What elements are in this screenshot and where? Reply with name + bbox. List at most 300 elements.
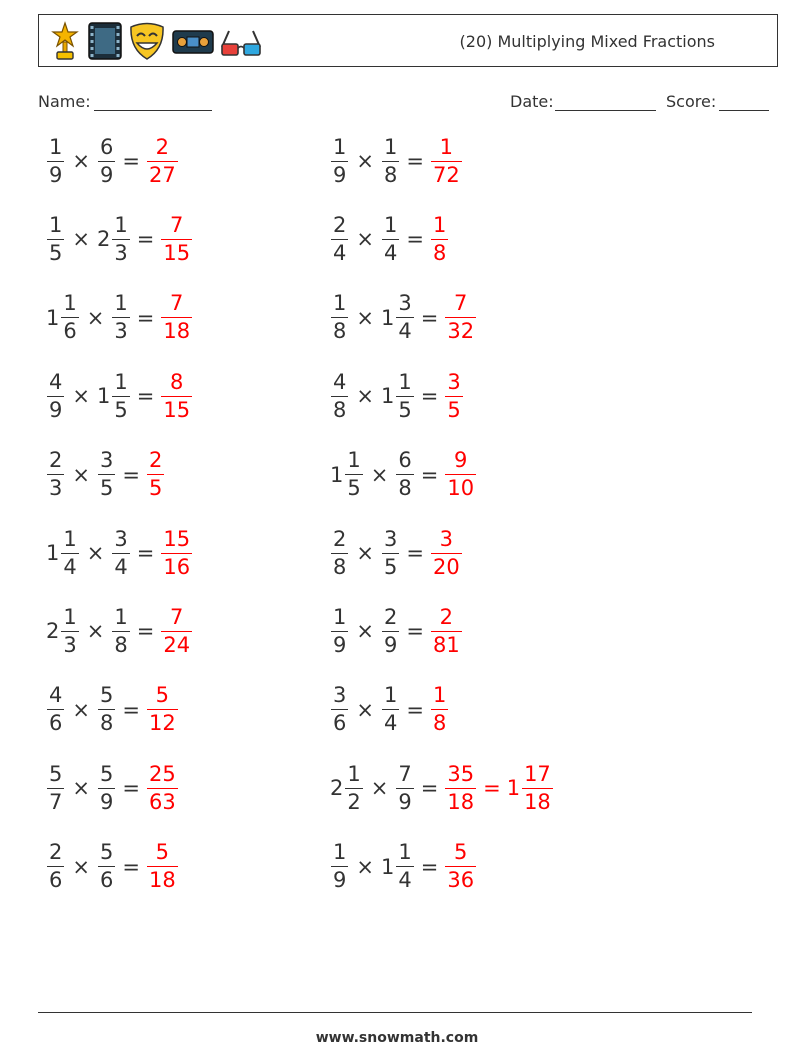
answer [160, 369, 193, 422]
answer-fraction [444, 761, 477, 814]
name-label: Name: [38, 92, 91, 111]
fraction [382, 212, 399, 265]
factor-a [46, 450, 65, 499]
equals-sign: = [406, 541, 424, 565]
times-sign: × [72, 227, 90, 252]
fraction [382, 604, 399, 657]
numerator: 2 [439, 604, 454, 629]
equals-sign: = [136, 305, 155, 330]
times-sign: × [72, 697, 90, 722]
numerator: 2 [49, 448, 63, 473]
denominator: 5 [383, 554, 398, 579]
fraction [445, 369, 462, 422]
factor-b [111, 293, 130, 342]
denominator: 5 [49, 240, 63, 265]
factor-a [330, 134, 349, 187]
whole-number: 1 [330, 462, 344, 487]
answer-fraction [430, 212, 449, 265]
problem-item [46, 758, 179, 818]
denominator: 6 [49, 711, 63, 736]
denominator: 16 [163, 554, 191, 579]
answer [444, 761, 553, 814]
numerator: 5 [99, 761, 114, 786]
whole-number: 1 [46, 541, 60, 565]
fraction [112, 293, 129, 342]
fraction [396, 761, 413, 814]
factor-b [97, 761, 116, 814]
fraction [61, 526, 78, 579]
problem-item [330, 366, 464, 426]
answer-fraction [146, 842, 179, 891]
factor-b [111, 604, 130, 657]
denominator: 4 [114, 554, 128, 579]
equals-sign: = [420, 462, 439, 487]
denominator: 9 [333, 632, 347, 657]
denominator: 18 [524, 789, 551, 814]
fraction [445, 842, 476, 891]
fraction [98, 685, 115, 734]
answer-fraction [160, 212, 193, 265]
factor-b [381, 604, 400, 657]
answer-fraction [430, 526, 463, 579]
denominator: 4 [383, 240, 398, 265]
denominator: 4 [398, 319, 412, 344]
whole-number: 2 [96, 227, 111, 252]
answer-fraction [160, 293, 193, 342]
fraction [112, 604, 129, 657]
factor-a [330, 369, 349, 422]
fraction [382, 526, 399, 579]
problem-item [46, 837, 179, 897]
numerator: 3 [99, 448, 114, 473]
whole-number: 1 [96, 384, 111, 409]
numerator: 3 [383, 526, 398, 551]
numerator: 7 [398, 761, 412, 786]
equals-sign: = [136, 619, 155, 644]
answer [160, 604, 193, 657]
problem-item [330, 209, 449, 269]
fraction [147, 761, 178, 814]
numerator: 1 [63, 526, 77, 551]
numerator: 2 [383, 604, 398, 629]
icon-strip [47, 21, 263, 61]
numerator: 1 [63, 291, 77, 316]
equals-sign: = [406, 227, 424, 252]
denominator: 8 [333, 319, 347, 344]
denominator: 9 [49, 162, 63, 187]
numerator: 2 [333, 526, 347, 551]
whole-number: 2 [330, 776, 344, 801]
numerator: 1 [333, 840, 347, 865]
denominator: 9 [49, 397, 63, 422]
times-sign: × [72, 462, 90, 487]
whole-number: 1 [506, 776, 521, 801]
fraction [431, 526, 462, 579]
numerator: 3 [398, 291, 412, 316]
denominator: 4 [333, 240, 347, 265]
numerator: 7 [170, 604, 184, 629]
whole-number: 1 [46, 305, 60, 330]
numerator: 5 [155, 840, 170, 865]
factor-b [97, 450, 116, 499]
fraction [331, 842, 348, 891]
denominator: 8 [333, 554, 347, 579]
numerator: 1 [398, 369, 412, 394]
whole-number: 1 [380, 305, 395, 330]
fraction [47, 450, 64, 499]
fraction [147, 842, 178, 891]
denominator: 3 [49, 476, 63, 501]
factor-b [111, 526, 130, 579]
answer [430, 526, 463, 579]
denominator: 20 [432, 554, 460, 579]
answer-fraction [444, 842, 477, 891]
factor-a [330, 761, 364, 814]
fraction [331, 604, 348, 657]
factor-a [46, 761, 65, 814]
denominator: 3 [63, 632, 77, 657]
answer-fraction [160, 369, 193, 422]
answer-fraction [160, 526, 193, 579]
factor-a [46, 134, 65, 187]
denominator: 10 [447, 476, 475, 501]
fraction [431, 685, 448, 734]
answer-fraction [444, 369, 463, 422]
date-label: Date: [510, 92, 554, 111]
fraction [382, 134, 399, 187]
denominator: 8 [432, 711, 447, 736]
fraction [161, 293, 192, 342]
numerator: 5 [99, 683, 114, 708]
factor-a [46, 842, 65, 891]
answer [430, 134, 463, 187]
numerator: 3 [439, 526, 454, 551]
denominator: 3 [114, 240, 128, 265]
problem-item [46, 445, 165, 505]
times-sign: × [72, 384, 90, 409]
problem-item [46, 288, 193, 348]
factor-a [330, 604, 349, 657]
denominator: 4 [63, 554, 77, 579]
times-sign: × [356, 227, 374, 252]
denominator: 72 [432, 162, 460, 187]
numerator: 1 [398, 840, 412, 865]
numerator: 4 [49, 683, 63, 708]
numerator: 1 [333, 134, 347, 159]
fraction [445, 761, 476, 814]
fraction [161, 212, 192, 265]
numerator: 17 [524, 761, 551, 786]
answer-fraction [430, 134, 463, 187]
times-sign: × [72, 776, 90, 801]
answer [160, 212, 193, 265]
whole-number: 2 [46, 619, 60, 644]
times-sign: × [370, 462, 389, 487]
denominator: 5 [148, 476, 163, 501]
numerator: 5 [155, 683, 170, 708]
fraction [112, 212, 129, 265]
fraction [331, 369, 348, 422]
numerator: 3 [114, 526, 128, 551]
factor-a [46, 685, 65, 734]
fraction [147, 134, 178, 187]
denominator: 5 [114, 397, 128, 422]
denominator: 6 [49, 868, 63, 893]
denominator: 8 [114, 632, 128, 657]
factor-b [381, 293, 415, 342]
answer [160, 293, 193, 342]
student-fields [38, 92, 770, 116]
problem-item [330, 131, 463, 191]
numerator: 7 [170, 291, 184, 316]
header-box [38, 14, 778, 67]
equals-sign: = [122, 697, 140, 722]
factor-a [330, 842, 349, 891]
times-sign: × [356, 149, 374, 173]
times-sign: × [356, 854, 374, 879]
numerator: 5 [49, 761, 63, 786]
denominator: 5 [99, 476, 114, 501]
fraction [98, 134, 115, 187]
answer-fraction [430, 604, 463, 657]
numerator: 5 [454, 840, 468, 865]
score-label: Score: [666, 92, 717, 111]
denominator: 9 [398, 789, 412, 814]
answer [160, 526, 193, 579]
times-sign: × [356, 541, 374, 565]
denominator: 5 [347, 476, 361, 501]
factor-a [330, 526, 349, 579]
problem-item [330, 523, 463, 583]
answer [146, 685, 179, 734]
equals-sign: = [122, 776, 140, 801]
denominator: 6 [63, 319, 77, 344]
numerator: 4 [333, 369, 347, 394]
3d-glasses-icon [219, 21, 263, 61]
numerator: 1 [114, 291, 128, 316]
numerator: 1 [333, 291, 347, 316]
problem-item [46, 209, 193, 269]
answer-fraction [146, 134, 179, 187]
denominator: 4 [383, 711, 398, 736]
denominator: 18 [163, 319, 191, 344]
fraction [112, 526, 129, 579]
numerator: 8 [170, 369, 184, 394]
denominator: 4 [398, 868, 412, 893]
numerator: 1 [333, 604, 347, 629]
answer [146, 134, 179, 187]
fraction [345, 761, 362, 814]
answer [430, 604, 463, 657]
factor-b [96, 212, 131, 265]
denominator: 6 [333, 711, 347, 736]
denominator: 5 [447, 397, 461, 422]
factor-b [97, 842, 116, 891]
footer-site: www.snowmath.com [315, 1030, 479, 1046]
date-field[interactable] [555, 110, 656, 111]
fraction [47, 685, 64, 734]
answer-fraction [444, 450, 477, 499]
denominator: 9 [383, 632, 398, 657]
numerator: 5 [99, 840, 114, 865]
denominator: 18 [447, 789, 475, 814]
answer-fraction [146, 761, 179, 814]
numerator: 4 [49, 369, 63, 394]
numerator: 3 [333, 683, 347, 708]
problem-item [46, 601, 193, 661]
numerator: 1 [347, 761, 361, 786]
equals-sign: = [136, 384, 155, 409]
denominator: 8 [432, 240, 447, 265]
answer [430, 212, 449, 265]
fraction [47, 369, 64, 422]
answer-fraction [430, 685, 449, 734]
denominator: 27 [148, 162, 176, 187]
fraction [98, 761, 115, 814]
equals-sign: = [406, 149, 424, 173]
denominator: 15 [163, 397, 191, 422]
fraction [98, 842, 115, 891]
fraction [396, 293, 413, 342]
answer [146, 761, 179, 814]
denominator: 8 [99, 711, 114, 736]
numerator: 7 [454, 291, 468, 316]
factor-b [381, 842, 415, 891]
denominator: 18 [148, 868, 176, 893]
problem-item [330, 288, 477, 348]
numerator: 2 [333, 212, 347, 237]
answer [444, 293, 477, 342]
denominator: 2 [347, 789, 361, 814]
fraction [331, 526, 348, 579]
denominator: 9 [99, 789, 114, 814]
fraction [522, 761, 553, 814]
fraction [331, 685, 348, 734]
factor-a [330, 212, 349, 265]
factor-a [46, 212, 65, 265]
fraction [47, 212, 64, 265]
answer-fraction [146, 450, 165, 499]
numerator: 1 [114, 212, 128, 237]
denominator: 8 [398, 476, 412, 501]
numerator: 1 [347, 448, 361, 473]
times-sign: × [356, 697, 374, 722]
denominator: 8 [383, 162, 398, 187]
times-sign: × [356, 305, 374, 330]
times-sign: × [86, 541, 105, 565]
whole-number: 1 [380, 854, 395, 879]
denominator: 24 [163, 632, 191, 657]
factor-b [381, 134, 400, 187]
problem-item [330, 445, 477, 505]
fraction [147, 450, 164, 499]
numerator: 2 [155, 134, 170, 159]
factor-a [46, 369, 65, 422]
times-sign: × [356, 384, 374, 409]
equals-sign: = [483, 776, 501, 801]
factor-b [97, 134, 116, 187]
score-field[interactable] [719, 110, 769, 111]
answer-mixed [506, 761, 554, 814]
numerator: 1 [383, 134, 398, 159]
trophy-icon [47, 21, 83, 61]
fraction [396, 369, 413, 422]
numerator: 1 [114, 369, 128, 394]
numerator: 9 [454, 448, 468, 473]
equals-sign: = [420, 384, 439, 409]
fraction [147, 685, 178, 734]
numerator: 1 [383, 212, 398, 237]
problem-item [46, 131, 179, 191]
answer [146, 450, 165, 499]
numerator: 1 [49, 134, 63, 159]
fraction [61, 604, 78, 657]
numerator: 3 [447, 369, 461, 394]
times-sign: × [86, 619, 105, 644]
factor-b [381, 212, 400, 265]
denominator: 81 [432, 632, 460, 657]
problem-item [46, 366, 193, 426]
numerator: 2 [148, 448, 163, 473]
denominator: 9 [99, 162, 114, 187]
denominator: 5 [398, 397, 412, 422]
numerator: 25 [148, 761, 176, 786]
numerator: 1 [114, 604, 128, 629]
problem-item [330, 601, 463, 661]
equals-sign: = [420, 776, 439, 801]
fraction [47, 134, 64, 187]
problem-item [330, 758, 554, 818]
answer-fraction [444, 293, 477, 342]
factor-b [380, 369, 415, 422]
denominator: 15 [163, 240, 191, 265]
equals-sign: = [406, 619, 424, 644]
name-field[interactable] [94, 110, 212, 111]
answer-fraction [160, 604, 193, 657]
factor-b [395, 450, 414, 499]
problem-item [330, 680, 449, 740]
numerator: 2 [49, 840, 63, 865]
answer-fraction [146, 685, 179, 734]
times-sign: × [72, 854, 90, 879]
equals-sign: = [420, 305, 439, 330]
numerator: 1 [49, 212, 63, 237]
video-cassette-icon [171, 21, 215, 61]
numerator: 35 [447, 761, 475, 786]
factor-a [330, 450, 364, 499]
numerator: 6 [99, 134, 114, 159]
fraction [431, 212, 448, 265]
fraction [331, 134, 348, 187]
numerator: 1 [383, 683, 398, 708]
equals-sign: = [136, 541, 155, 565]
equals-sign: = [122, 462, 140, 487]
fraction [61, 293, 78, 342]
denominator: 3 [114, 319, 128, 344]
fraction [112, 369, 129, 422]
answer [444, 369, 463, 422]
fraction [345, 450, 362, 499]
fraction [382, 685, 399, 734]
times-sign: × [72, 149, 90, 173]
factor-a [330, 293, 349, 342]
footer-divider [38, 1012, 752, 1013]
factor-b [381, 526, 400, 579]
numerator: 1 [63, 604, 77, 629]
numerator: 6 [398, 448, 412, 473]
numerator: 1 [432, 212, 447, 237]
factor-b [97, 685, 116, 734]
